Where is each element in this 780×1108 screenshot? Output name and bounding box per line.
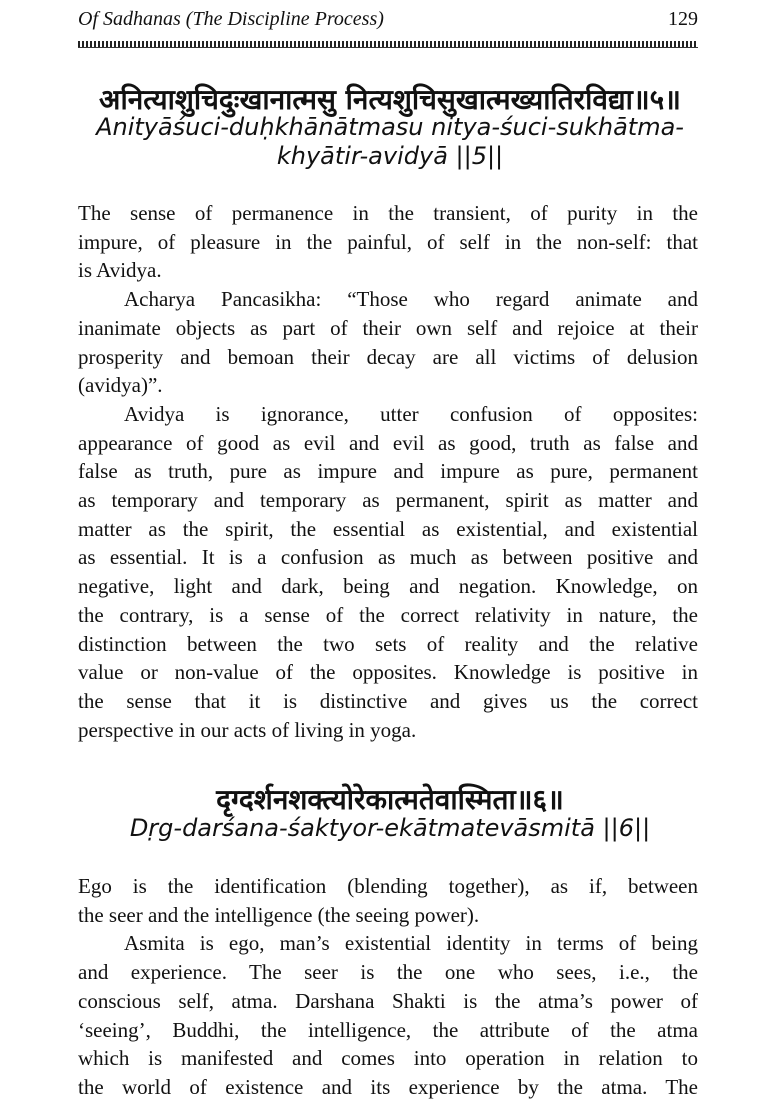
text-line: ‘seeing’, Buddhi, the intelligence, the attribute of the atma [78,1017,698,1042]
paragraph [78,400,698,744]
translit-line: Anityāśuci-duḥkhānātmasu nitya-śuci-sukhātma- [96,113,684,141]
text-line: the seer and the intelligence (the seeing power). [78,902,480,927]
text-line: false as truth, pure as impure and impure as pure, permanent [78,459,698,484]
text-line: is Avidya. [78,258,162,283]
text-line: the sense that it is distinctive and gives us the correct [78,688,698,713]
chapter-title: Of Sadhanas (The Discipline Process) [78,8,384,30]
text-line: The sense of permanence in the transient, of purity in the [78,201,698,225]
translit-line: khyātir-avidyā ||5|| [276,142,504,170]
text-line: appearance of good as evil and evil as good, truth as false and [78,430,698,455]
text-line: value or non-value of the opposites. Knowledge is positive in [78,660,698,685]
text-line: prosperity and bemoan their decay are all victims of delusion [78,344,698,369]
page-number: 129 [668,8,698,30]
text-line: Avidya is ignorance, utter confusion of opposites: [124,401,698,426]
commentary-section-6 [78,872,698,1102]
text-line: the contrary, is a sense of the correct relativity in nature, the [78,602,698,627]
text-line: as essential. It is a confusion as much as between positive and [78,545,698,570]
text-line: the world of existence and its experience by the atma. The [78,1074,698,1099]
text-line: matter as the spirit, the essential as existential, and existential [78,516,698,541]
text-line: which is manifested and comes into operation in relation to [78,1046,698,1071]
text-line: Asmita is ego, man’s existential identity in terms of being [124,931,698,956]
paragraph [78,199,698,285]
translit-line: Dṛg-darśana-śaktyor-ekātmatevāsmitā ||6|| [129,814,651,842]
paragraph [78,929,698,1101]
running-header [78,8,698,38]
paragraph [78,285,698,400]
text-line: as temporary and temporary as permanent, spirit as matter and [78,488,698,513]
text-line: (avidya)”. [78,373,163,398]
header-rule [78,41,698,48]
text-line: Acharya Pancasikha: “Those who regard animate and [124,287,698,312]
commentary-section-5 [78,199,698,744]
sutra-6-devanagari: दृग्दर्शनशक्त्योरेकात्मतेवास्मिता॥६॥ [216,783,564,816]
text-line: impure, of pleasure in the painful, of self in the non-self: that [78,229,698,254]
text-line: conscious self, atma. Darshana Shakti is the atma’s power of [78,988,698,1013]
sutra-5-transliteration [60,113,720,171]
text-line: distinction between the two sets of reality and the relative [78,631,698,656]
sutra-5-devanagari: अनित्याशुचिदुःखानात्मसु नित्यशुचिसुखात्मख्यातिरविद्या॥५॥ [99,83,681,116]
text-line: inanimate objects as part of their own self and rejoice at their [78,315,698,340]
text-line: perspective in our acts of living in yoga. [78,717,417,742]
sutra-6-transliteration [60,814,720,843]
text-line: negative, light and dark, being and negation. Knowledge, on [78,574,698,599]
text-line: and experience. The seer is the one who sees, i.e., the [78,960,698,985]
text-line: Ego is the identification (blending together), as if, between [78,874,698,898]
paragraph [78,872,698,929]
